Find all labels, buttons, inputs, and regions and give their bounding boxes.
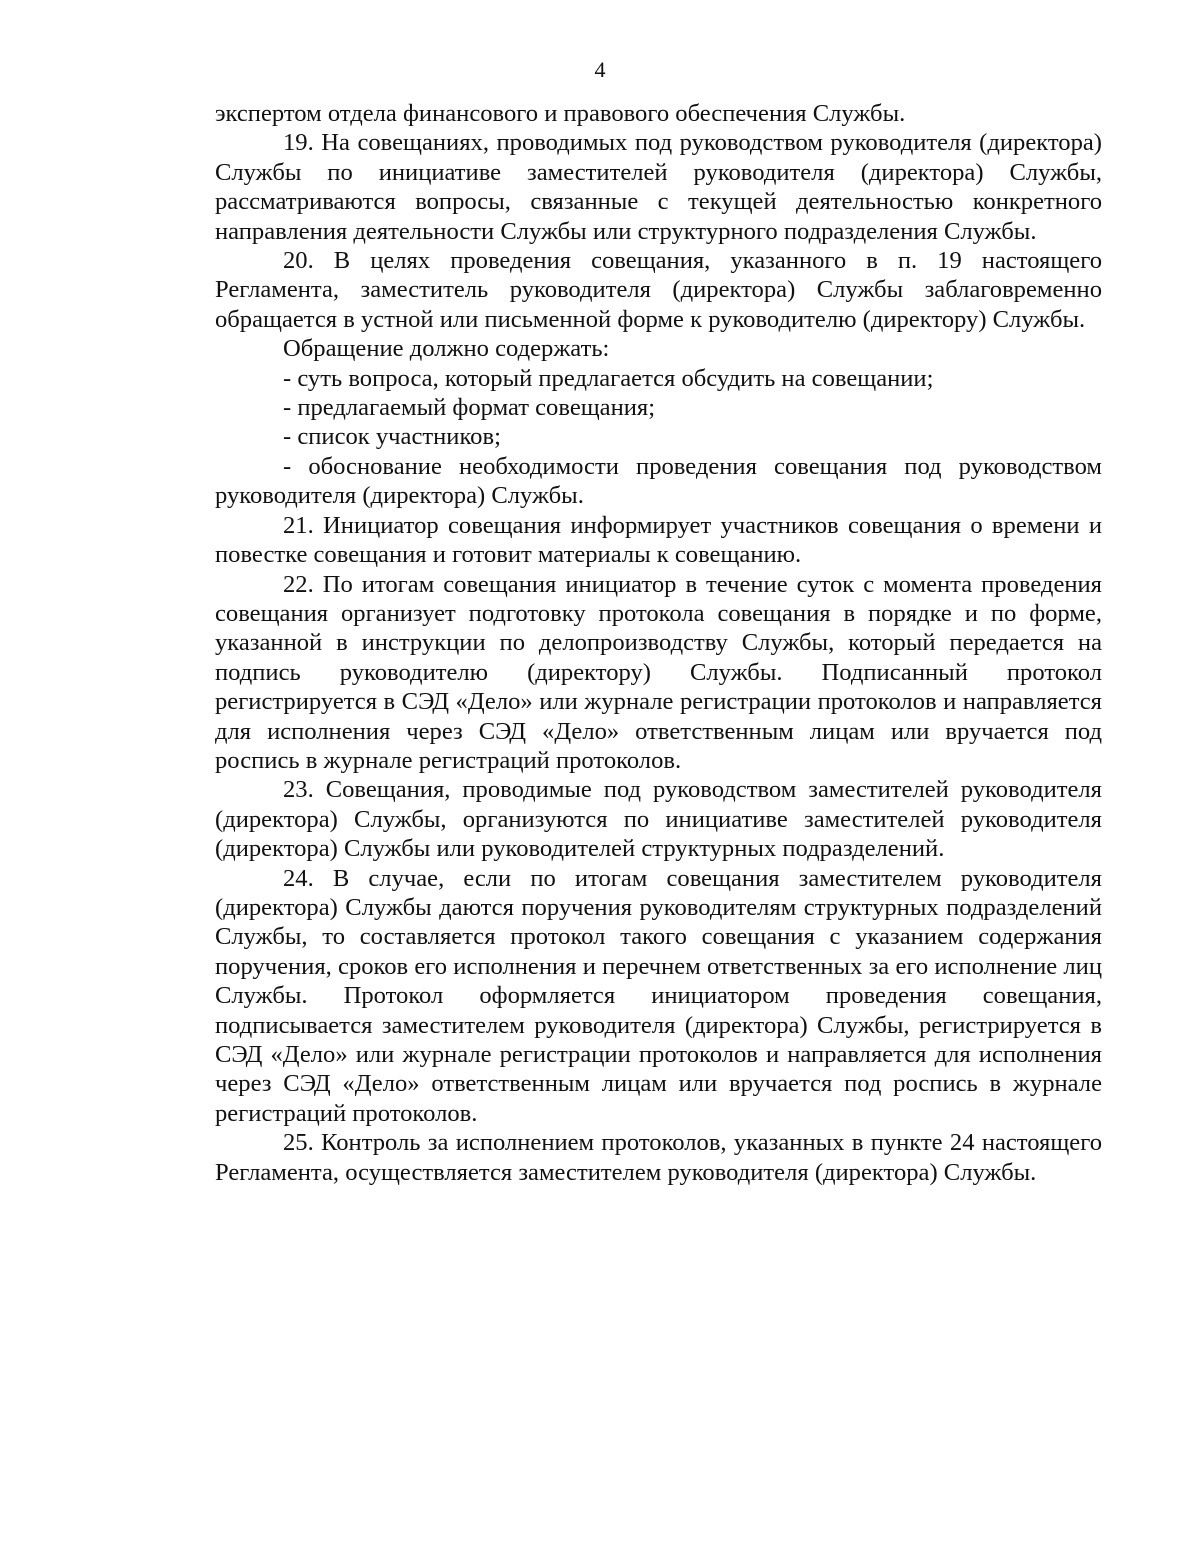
document-body [215, 99, 1102, 1187]
paragraph-19: 19. На совещаниях, проводимых под руководством руководителя (директора) Службы по инициативе заместителей руководителя (директора) Службы, рассматриваются вопросы, связанные с текущей деятельностью конкретного направления деятельности Службы или структурного подразделения Службы. [215, 129, 1102, 245]
paragraph-21: 21. Инициатор совещания информирует участников совещания о времени и повестке совещания и готовит материалы к совещанию. [215, 511, 1102, 569]
list-item-participants: - список участников; [283, 423, 501, 451]
paragraph-25: 25. Контроль за исполнением протоколов, указанных в пункте 24 настоящего Регламента, осуществляется заместителем руководителя (директора) Службы. [215, 1129, 1102, 1186]
paragraph-23: 23. Совещания, проводимые под руководством заместителей руководителя (директора) Службы, организуются по инициативе заместителей руководителя (директора) Службы или руководителей структурных подразделений. [215, 776, 1102, 863]
paragraph-request-intro: Обращение должно содержать: [283, 335, 610, 363]
paragraph-22: 22. По итогам совещания инициатор в течение суток с момента проведения совещания организует подготовку протокола совещания в порядке и по форме, указанной в инструкции по делопроизводству Службы, который передается на подпись руководителю (директору) Службы. Подписанный протокол регистрируется в СЭД «Дело» или журнале регистрации протоколов и направляется для исполнения через СЭД «Дело» ответственным лицам или вручается под роспись в журнале регистраций протоколов. [215, 570, 1102, 774]
paragraph-20: 20. В целях проведения совещания, указанного в п. 19 настоящего Регламента, заместитель руководителя (директора) Службы заблаговременно обращается в устной или письменной форме к руководителю (директору) Службы. [215, 247, 1102, 333]
paragraph-continuation: экспертом отдела финансового и правового обеспечения Службы. [215, 100, 906, 127]
list-item-format: - предлагаемый формат совещания; [283, 394, 656, 422]
page-number: 4 [594, 57, 606, 82]
list-item-justification: - обоснование необходимости проведения совещания под руководством руководителя (директора) Службы. [215, 452, 1102, 510]
list-item-question: - суть вопроса, который предлагается обсудить на совещании; [283, 364, 934, 392]
paragraph-24: 24. В случае, если по итогам совещания заместителем руководителя (директора) Службы даются поручения руководителям структурных подразделений Службы, то составляется протокол такого совещания с указанием содержания поручения, сроков его исполнения и перечнем ответственных за его исполнение лиц Службы. Протокол оформляется инициатором проведения совещания, подписывается заместителем руководителя (директора) Службы, регистрируется в СЭД «Дело» или журнале регистрации протоколов и направляется для исполнения через СЭД «Дело» ответственным лицам или вручается под роспись в журнале регистраций протоколов. [215, 864, 1102, 1127]
